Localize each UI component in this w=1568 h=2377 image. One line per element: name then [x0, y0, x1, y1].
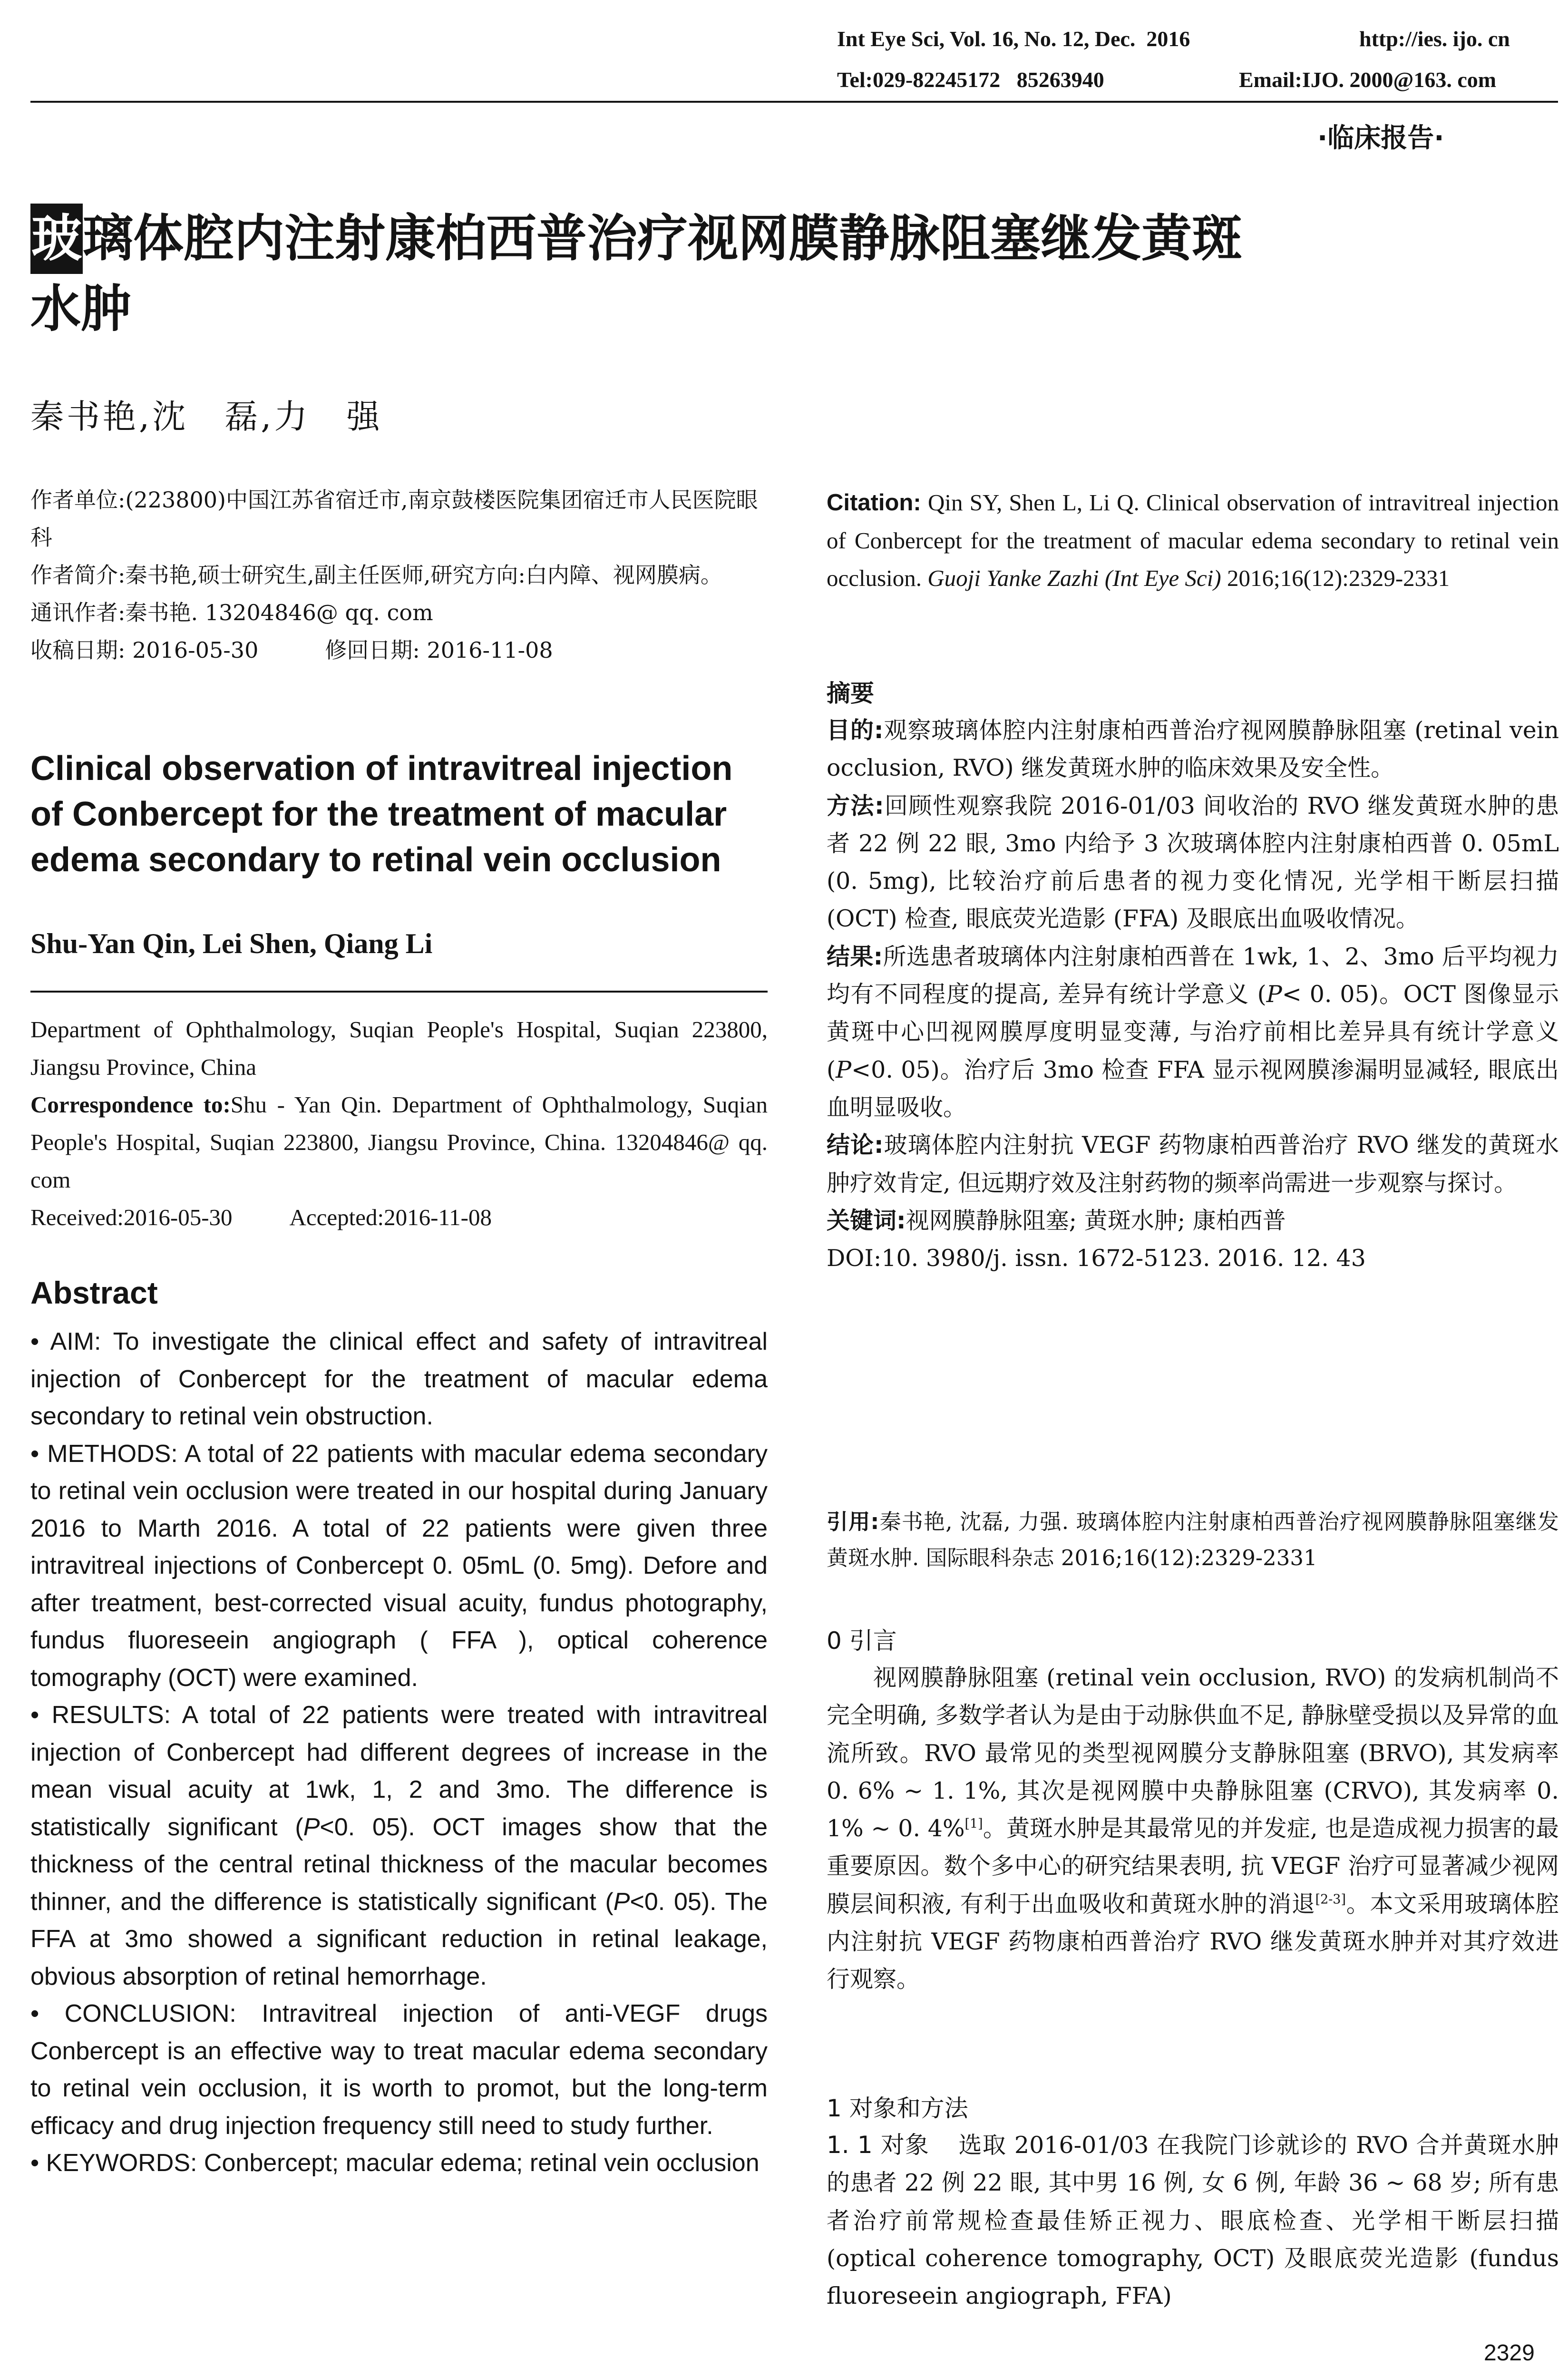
results-text-c: <0. 05). The FFA at 3mo showed a significant reduction in retinal leakage, obvious absorption of retinal hemorrhage. — [30, 1888, 768, 1990]
cn-results-a: 所选患者玻璃体内注射康柏西普在 1wk, 1、2、3mo 后平均视力均有不同程度的提高, 差异有统计学意义 ( — [827, 943, 1559, 1008]
cn-keywords-text: 视网膜静脉阻塞; 黄斑水肿; 康柏西普 — [906, 1207, 1286, 1234]
abstract-aim — [30, 1323, 768, 1435]
intro-heading: 0 引言 — [827, 1627, 897, 1655]
header-rule — [30, 101, 1558, 103]
intro-ref1[interactable]: [1] — [964, 1816, 983, 1831]
english-received: Received:2016-05-30 — [30, 1204, 233, 1230]
citation — [827, 484, 1559, 597]
conclusion-label: • CONCLUSION: — [30, 2000, 236, 2027]
journal-email[interactable]: Email:IJO. 2000@163. com — [1239, 68, 1497, 92]
cn-results-label: 结果: — [827, 943, 883, 970]
methods-body: 选取 2016-01/03 在我院门诊就诊的 RVO 合并黄斑水肿的患者 22 例 22 眼, 其中男 16 例, 女 6 例, 年龄 36 ~ 68 岁; 所有患者治疗前常规检查最佳矫正视力、眼底检查、光学相干断层扫描 (optical coherence tomography, OCT) 及眼底荧光造影 (fundus fluoreseein angiograph, FFA) — [827, 2132, 1559, 2310]
aim-text: To investigate the clinical effect and safety of intravitreal injection of Conbercept for the treatment of macular edema secondary to retinal vein obstruction. — [30, 1328, 768, 1430]
abstract-en — [30, 1323, 768, 2182]
page-number: 2329 — [1484, 2340, 1535, 2366]
citation-journal: Guoji Yanke Zazhi (Int Eye Sci) — [927, 565, 1221, 591]
methods-label: • METHODS: — [30, 1440, 178, 1468]
methods-sub-label: 1. 1 对象 — [827, 2131, 930, 2159]
intro-text-a: 视网膜静脉阻塞 (retinal vein occlusion, RVO) 的发病机制尚不完全明确, 多数学者认为是由于动脉供血不足, 静脉壁受损以及异常的血流所致。RVO 最常见的类型视网膜分支静脉阻塞 (BRVO), 其发病率 0. 6% ~ 1. 1%, 其次是视网膜中央静脉阻塞 (CRVO), 其发病率 0. 1% ~ 0. 4% — [827, 1664, 1559, 1842]
affiliation-cn: 作者单位:(223800)中国江苏省宿迁市,南京鼓楼医院集团宿迁市人民医院眼科 — [30, 487, 758, 550]
journal-tel: Tel:029-82245172 85263940 — [837, 68, 1104, 92]
abstract-methods — [30, 1435, 768, 1697]
abstract-keywords — [30, 2144, 768, 2182]
journal-line: Int Eye Sci, Vol. 16, No. 12, Dec. 2016 — [837, 27, 1190, 51]
methods-heading: 1 对象和方法 — [827, 2094, 968, 2122]
intro-ref2[interactable]: [2-3] — [1315, 1892, 1346, 1907]
results-text-a: A total of 22 patients were treated with intravitreal injection of Conbercept had different degrees of increase in the mean visual acuity at 1wk, 1, 2 and 3mo. The difference is statistically significant ( — [30, 1701, 768, 1841]
authors-cn: 秦书艳,沈 磊,力 强 — [30, 397, 383, 436]
english-title: Clinical observation of intravitreal injection of Conbercept for the treatment of macular edema secondary to retinal vein occlusion — [30, 750, 733, 879]
keywords-text: Conbercept; macular edema; retinal vein occlusion — [204, 2149, 760, 2177]
title-line2: 水肿 — [30, 280, 131, 338]
journal-url[interactable]: http://ies. ijo. cn — [1359, 27, 1510, 51]
citation-label: Citation: — [827, 490, 921, 516]
abstract-heading: Abstract — [30, 1275, 158, 1310]
aim-label: • AIM: — [30, 1328, 101, 1355]
cn-objective — [827, 711, 1559, 787]
cn-conclusion-text: 玻璃体腔内注射抗 VEGF 药物康柏西普治疗 RVO 继发的黄斑水肿疗效肯定, 但远期疗效及注射药物的频率尚需进一步观察与探讨。 — [827, 1131, 1559, 1197]
cn-objective-text: 观察玻璃体腔内注射康柏西普治疗视网膜静脉阻塞 (retinal vein occlusion, RVO) 继发黄斑水肿的临床效果及安全性。 — [827, 717, 1559, 782]
cn-doi[interactable]: DOI:10. 3980/j. issn. 1672-5123. 2016. 12. 43 — [827, 1245, 1366, 1272]
authors-rule — [30, 991, 768, 993]
cn-results-b: < 0. 05)。OCT 图像显示黄斑中心凹视网膜厚度明显变薄, 与治疗前相比差异具有统计学意义 ( — [827, 981, 1559, 1083]
results-p2: P — [613, 1888, 630, 1916]
cite-cn — [827, 1504, 1559, 1576]
english-accepted: Accepted:2016-11-08 — [289, 1204, 492, 1230]
revised-cn: 修回日期: 2016-11-08 — [325, 637, 553, 663]
english-affiliation — [30, 1011, 768, 1236]
cn-methods — [827, 787, 1559, 938]
cn-conclusion — [827, 1126, 1559, 1202]
methods-text: A total of 22 patients with macular edema secondary to retinal vein occlusion were treated in our hospital during January 2016 to Marth 2016. A total of 22 patients were given three intravitreal injections of Conbercept 0. 05mL (0. 5mg). Defore and after treatment, best-corrected visual acuity, fundus photography, fundus fluoreseein angiograph ( FFA ), optical coherence tomography (OCT) were examined. — [30, 1440, 768, 1692]
cn-results-p2: P — [836, 1056, 852, 1083]
conclusion-text: Intravitreal injection of anti-VEGF drugs Conbercept is an effective way to treat macular edema secondary to retinal vein occlusion, it is worth to promot, but the long-term efficacy and drug injection frequency still need to study further. — [30, 2000, 768, 2140]
correspondence-label: Correspondence to: — [30, 1091, 231, 1118]
cn-methods-text: 回顾性观察我院 2016-01/03 间收治的 RVO 继发黄斑水肿的患者 22 例 22 眼, 3mo 内给予 3 次玻璃体腔内注射康柏西普 0. 05mL (0. 5mg), 比较治疗前后患者的视力变化情况, 光学相干断层扫描 (OCT) 检查, 眼底荧光造影 (FFA) 及眼底出血吸收情况。 — [827, 792, 1559, 933]
cn-keywords-label: 关键词: — [827, 1207, 906, 1234]
left-meta — [30, 481, 767, 669]
intro-text-b: 。黄斑水肿是其最常见的并发症, 也是造成视力损害的最重要原因。数个多中心的研究结果表明, 抗 VEGF 治疗可显著减少视网膜层间积液, 有利于出血吸收和黄斑水肿的消退 — [827, 1815, 1559, 1918]
cn-conclusion-label: 结论: — [827, 1131, 884, 1159]
section-label: ·临床报告· — [1317, 123, 1444, 154]
cn-methods-label: 方法: — [827, 792, 884, 819]
correspondence-cn: 通讯作者:秦书艳. 13204846@ qq. com — [30, 600, 433, 625]
cn-keywords — [827, 1202, 1559, 1239]
cn-results — [827, 938, 1559, 1126]
cite-cn-label: 引用: — [827, 1509, 879, 1534]
title-mark-char: 玻 — [30, 204, 83, 274]
abstract-cn — [827, 711, 1559, 1277]
cn-results-p1: P — [1266, 981, 1282, 1008]
citation-text-a: Qin SY, Shen L, Li Q. Clinical observation of intravitreal injection of Conbercept for the treatment of macular edema secondary to retinal vein occlusion. — [827, 489, 1559, 591]
intro-text-c: 。本文采用玻璃体腔内注射抗 VEGF 药物康柏西普治疗 RVO 继发黄斑水肿并对其疗效进行观察。 — [827, 1890, 1559, 1993]
abstract-cn-heading: 摘要 — [827, 680, 874, 707]
abstract-conclusion — [30, 1995, 768, 2144]
title-line1: 璃体腔内注射康柏西普治疗视网膜静脉阻塞继发黄斑 — [83, 209, 1242, 268]
results-text-b: <0. 05). OCT images show that the thickness of the central retinal thickness of the macular becomes thinner, and the difference is statistically significant ( — [30, 1813, 768, 1916]
english-department: Department of Ophthalmology, Suqian People's Hospital, Suqian 223800, Jiangsu Province, China — [30, 1016, 768, 1080]
correspondence-text: Shu - Yan Qin. Department of Ophthalmology, Suqian People's Hospital, Suqian 223800, Jiangsu Province, China. 13204846@ qq. com — [30, 1091, 768, 1193]
english-authors: Shu-Yan Qin, Lei Shen, Qiang Li — [30, 928, 433, 959]
results-label: • RESULTS: — [30, 1701, 171, 1729]
bio-cn: 作者简介:秦书艳,硕士研究生,副主任医师,研究方向:白内障、视网膜病。 — [30, 562, 722, 588]
results-p1: P — [303, 1813, 320, 1841]
received-cn: 收稿日期: 2016-05-30 — [30, 637, 259, 663]
keywords-label: • KEYWORDS: — [30, 2149, 197, 2177]
cite-cn-text: 秦书艳, 沈磊, 力强. 玻璃体腔内注射康柏西普治疗视网膜静脉阻塞继发黄斑水肿. 国际眼科杂志 2016;16(12):2329-2331 — [827, 1509, 1559, 1570]
cn-objective-label: 目的: — [827, 717, 884, 744]
intro-text — [827, 1659, 1559, 1998]
abstract-results — [30, 1696, 768, 1995]
article-title — [30, 204, 1568, 344]
cn-results-c: <0. 05)。治疗后 3mo 检查 FFA 显示视网膜渗漏明显减轻, 眼底出血明显吸收。 — [827, 1056, 1559, 1121]
citation-text-b: 2016;16(12):2329-2331 — [1227, 565, 1450, 591]
methods-text — [827, 2126, 1559, 2315]
